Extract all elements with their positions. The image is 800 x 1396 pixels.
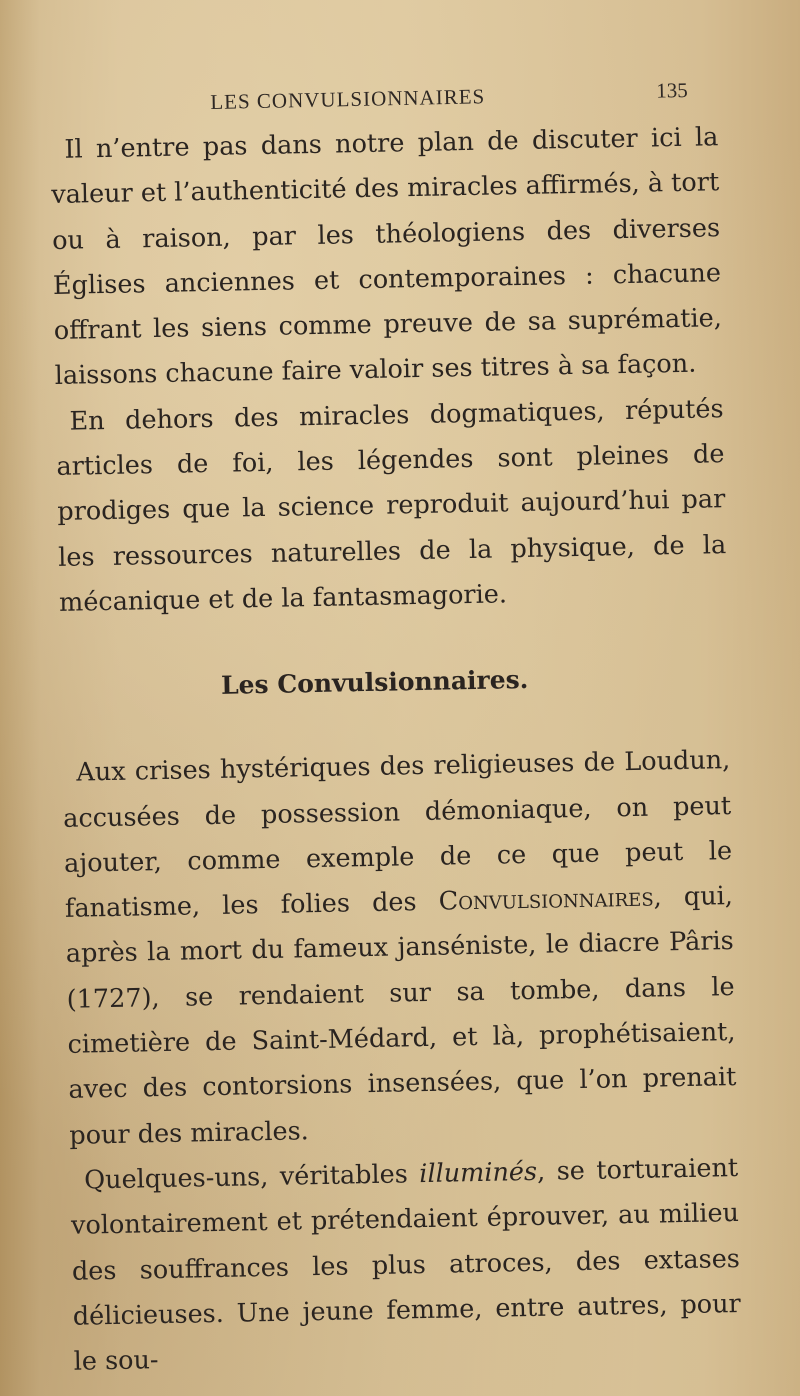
section-title: Les Convulsionnaires.	[220, 665, 529, 701]
paragraph-2: En dehors des miracles dogmatiques, réputés articles de foi, les légendes sont pleines de prodiges que la science reproduit aujourd’hui par les ressources naturelles de la physique, de la mécanique et de la fantasmagorie.	[56, 393, 727, 618]
paragraph-4-text-end: , se torturaient volontairement et prétendaient éprouver, au milieu des souffrances les plus atroces, des extases délicieuses. Une jeune femme, entre autres, pour le sou-	[70, 1152, 741, 1377]
paragraph-3-text-end: , qui, après la mort du fameux janséniste, le diacre Pâris (1727), se rendaient sur sa tombe, dans le cimetière de Saint-Médard, et là, prophétisaient, avec des contorsions insensées, que l’on prenait pour des miracles.	[65, 881, 737, 1151]
convulsionnaires-small-caps: Convulsionnaires	[438, 882, 654, 917]
page-number: 135	[655, 77, 688, 103]
paragraph-3-text-start: Aux crises hystériques des religieuses de Loudun, accusées de possession démoniaque, on peut ajouter, comme exemple de ce que peut le fanatisme, les folies des	[62, 745, 733, 925]
paragraph-4-text-start: Quelques-uns, véritables	[83, 1159, 420, 1196]
paragraph-1: Il n’entre pas dans notre plan de discuter ici la valeur et l’authenticité des miracles affirmés, à tort ou à raison, par les théologiens des diverses Églises anciennes et contemporaines : chacune offrant les siens comme preuve de sa suprématie, laissons chacune faire valoir ses titres à sa façon.	[51, 122, 723, 392]
paragraph-4	[70, 1146, 742, 1385]
running-head: LES CONVULSIONNAIRES	[210, 84, 486, 114]
body-text	[50, 115, 742, 1385]
illumines-italic: illuminés	[418, 1156, 538, 1190]
paragraph-3	[62, 738, 738, 1158]
